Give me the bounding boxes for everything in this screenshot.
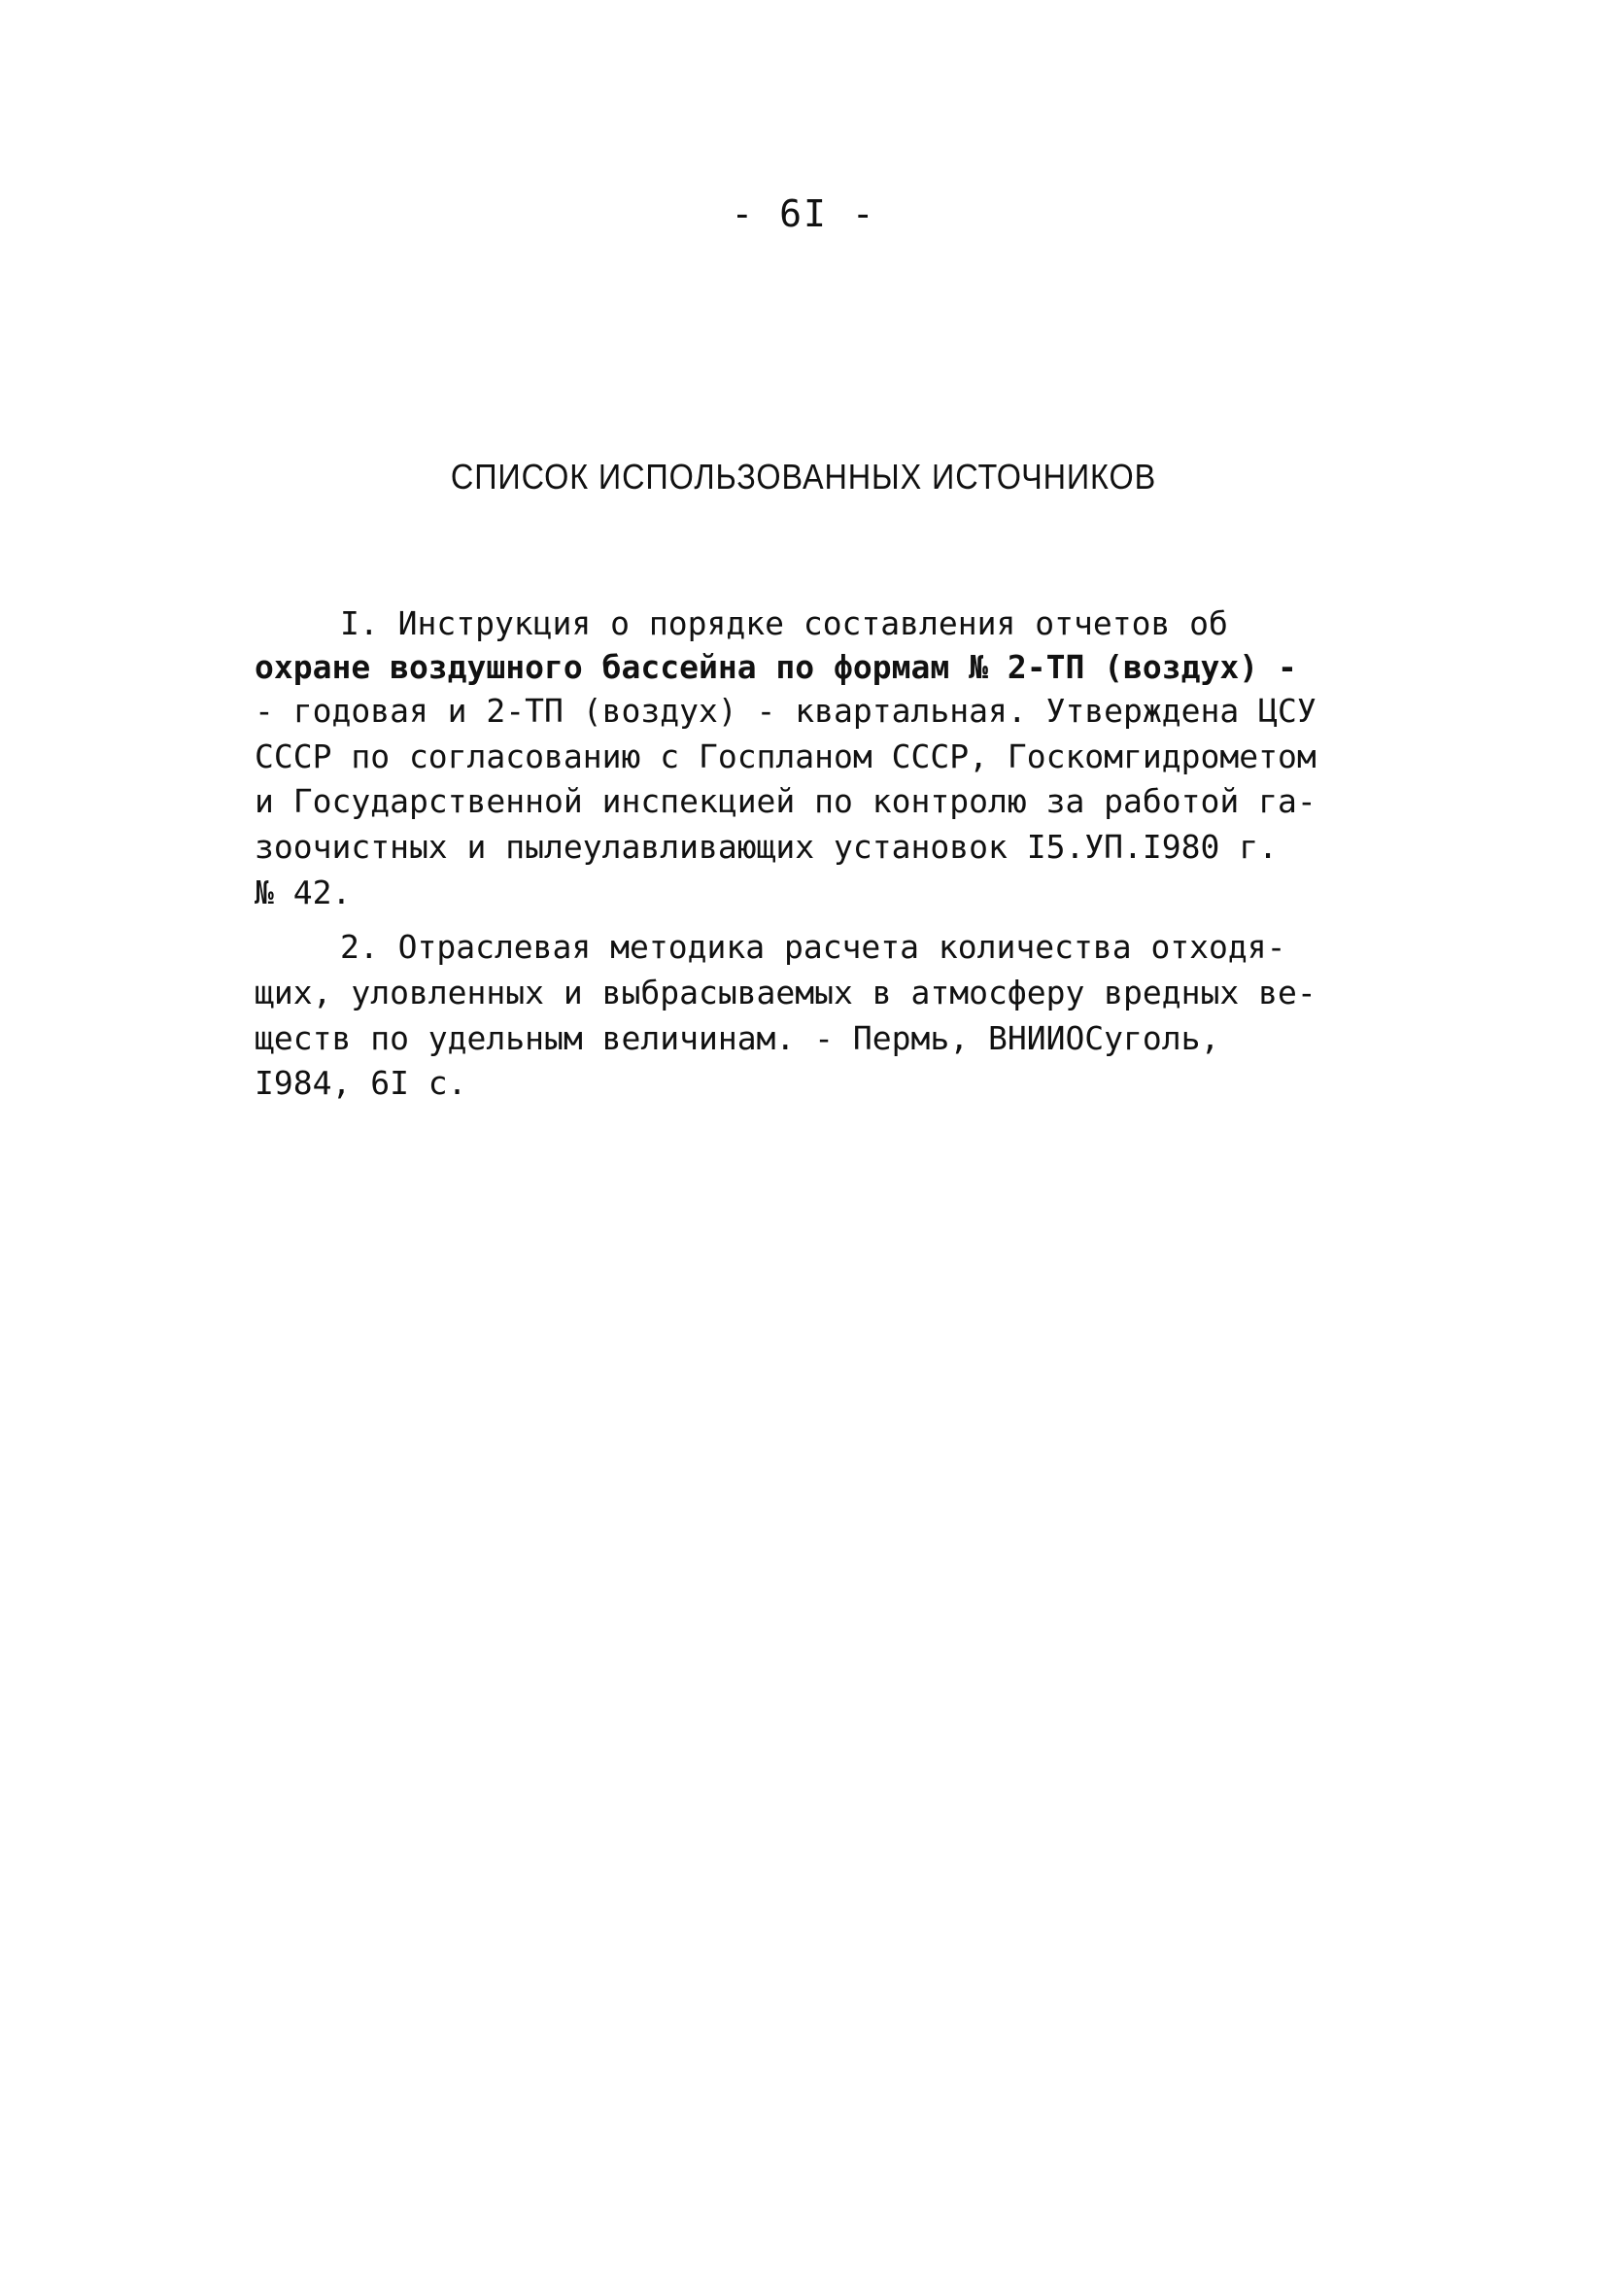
reference-1-line-7: № 42. (255, 874, 352, 911)
reference-1-line-3: - годовая и 2-ТП (воздух) - квартальная. Утверждена ЦСУ (255, 692, 1316, 730)
reference-2-line-3: ществ по удельным величинам. - Пермь, ВНИИОСуголь, (255, 1019, 1220, 1057)
reference-1-line-1: I. Инструкция о порядке составления отчетов об (340, 604, 1228, 642)
reference-2-line-1: 2. Отраслевая методика расчета количества отходя- (340, 928, 1286, 966)
reference-1-line-5: и Государственной инспекцией по контролю за работой га- (255, 782, 1316, 820)
reference-1-line-6: зоочистных и пылеулавливающих установок I5.УП.I980 г. (255, 828, 1278, 866)
reference-1-line-2: охране воздушного бассейна по формам № 2-ТП (воздух) - (255, 648, 1297, 686)
reference-2-line-4: I984, 6I с. (255, 1064, 467, 1102)
reference-1-line-4: СССР по согласованию с Госпланом СССР, Госкомгидрометом (255, 737, 1316, 775)
page-number: - 6I - (731, 192, 876, 235)
references-heading: СПИСОК ИСПОЛЬЗОВАННЫХ ИСТОЧНИКОВ (450, 457, 1157, 497)
reference-2-line-2: щих, уловленных и выбрасываемых в атмосферу вредных ве- (255, 974, 1316, 1011)
